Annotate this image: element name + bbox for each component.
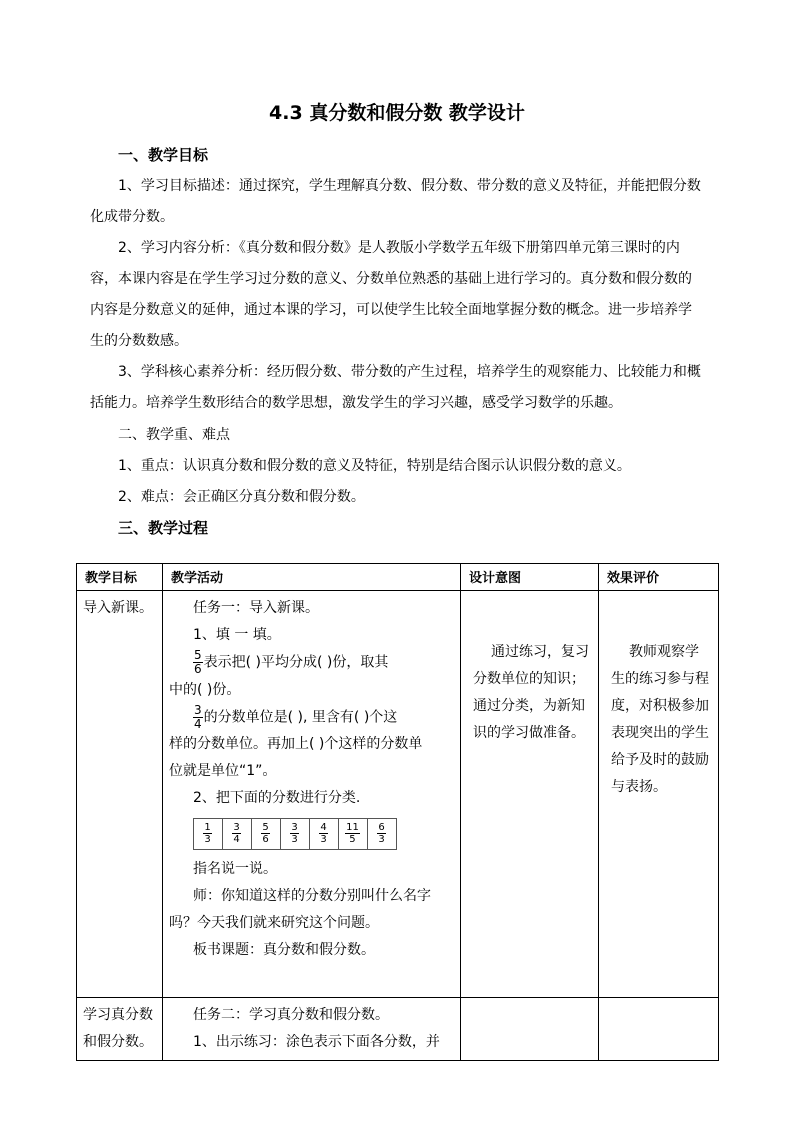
goal-description-line2: 化成带分数。 [90, 209, 174, 225]
fraction-classify-grid [193, 818, 397, 850]
fraction: $\frac{5}{6}$ [194, 648, 202, 676]
content-analysis-line1: 2、学习内容分析：《真分数和假分数》是人教版小学数学五年级下册第四单元第三课时的内 [118, 240, 680, 256]
table-row [77, 591, 719, 998]
header-cell: 效果评价 [599, 564, 719, 591]
eval-cell [599, 998, 719, 1061]
content-analysis-line2: 容，本课内容是在学生学习过分数的意义、分数单位熟悉的基础上进行学习的。真分数和假分数的 [90, 271, 692, 287]
eval-cell: 教师观察学生的练习参与程度，对积极参加表现突出的学生给予及时的鼓励与表扬。 [599, 591, 719, 998]
activity-cell: 任务二：学习真分数和假分数。 1、出示练习：涂色表示下面各分数，并 [163, 998, 461, 1061]
fraction-card [281, 819, 310, 850]
document-title: 4.3 真分数和假分数 教学设计 [269, 102, 525, 124]
fraction: $\frac{3}{4}$ [194, 702, 202, 731]
section-heading-keypoints: 二、教学重、难点 [118, 427, 230, 443]
fraction: $\frac{6}{3}$ [378, 822, 385, 845]
section-heading-process: 三、教学过程 [118, 519, 209, 537]
intent-cell: 通过练习，复习分数单位的知识；通过分类，为新知识的学习做准备。 [461, 591, 599, 998]
content-analysis-line4: 生的分数数感。 [90, 333, 188, 349]
competency-analysis-line2: 括能力。培养学生数形结合的数学思想，激发学生的学习兴趣，感受学习数学的乐趣。 [90, 395, 622, 411]
fraction-card [194, 819, 223, 850]
teaching-process-table [76, 563, 719, 1061]
fraction: $\frac{1}{3}$ [204, 822, 211, 845]
fraction-card [368, 819, 397, 850]
keypoint-difficulty: 2、难点：会正确区分真分数和假分数。 [118, 489, 365, 505]
fraction: $\frac{5}{6}$ [262, 822, 269, 845]
keypoint-focus: 1、重点：认识真分数和假分数的意义及特征，特别是结合图示认识假分数的意义。 [118, 458, 631, 474]
goal-cell: 导入新课。 [77, 591, 163, 998]
goal-cell: 学习真分数和假分数。 [77, 998, 163, 1061]
intent-cell [461, 998, 599, 1061]
fill-question-2: $\frac{3}{4}$ 的分数单位是( ), 里含有( )个这 [194, 702, 398, 731]
header-cell: 教学活动 [163, 564, 461, 591]
fraction-card [310, 819, 339, 850]
fraction: $\frac{3}{3}$ [291, 822, 298, 845]
table-header-row [77, 564, 719, 591]
goal-description-line1: 1、学习目标描述：通过探究，学生理解真分数、假分数、带分数的意义及特征，并能把假分数 [118, 178, 701, 194]
fraction: $\frac{11}{5}$ [346, 822, 359, 845]
content-analysis-line3: 内容是分数意义的延伸，通过本课的学习，可以使学生比较全面地掌握分数的概念。进一步培养学 [90, 302, 692, 318]
fraction-card [339, 819, 368, 850]
activity-cell: 任务一：导入新课。 1、填 一 填。 $\frac{5}{6}$ 表示把( )平均分成( )份，取其 中的( )份。 $\frac{3}{4}$ 的分数单位是( ), 里含有( )个这 样的分数单位。再加上( )个这样的分数单 位就是单位“1”。 2、把下面的分数进行分类. $\frac{1}{3}$ $\frac{3}{4}$ $\frac{5}{6}$ $\frac{3}{3}$ $\frac{4}{3}$ $\frac{11}{5}$ $\frac{6}{3}$ 指名说一说。 师：你知道这样的分数分别叫什么名字 吗？今天我们就来研究这个问题。 板书课题：真分数和假分数。 [163, 591, 461, 998]
fraction-card [252, 819, 281, 850]
fill-question-1: $\frac{5}{6}$ 表示把( )平均分成( )份，取其 [194, 648, 389, 676]
header-cell: 设计意图 [461, 564, 599, 591]
competency-analysis-line1: 3、学科核心素养分析：经历假分数、带分数的产生过程，培养学生的观察能力、比较能力和概 [118, 364, 701, 380]
header-cell: 教学目标 [77, 564, 163, 591]
fraction: $\frac{4}{3}$ [320, 822, 327, 845]
table-row [77, 998, 719, 1061]
section-heading-goals: 一、教学目标 [118, 146, 209, 164]
fraction: $\frac{3}{4}$ [233, 822, 240, 845]
fraction-card [223, 819, 252, 850]
